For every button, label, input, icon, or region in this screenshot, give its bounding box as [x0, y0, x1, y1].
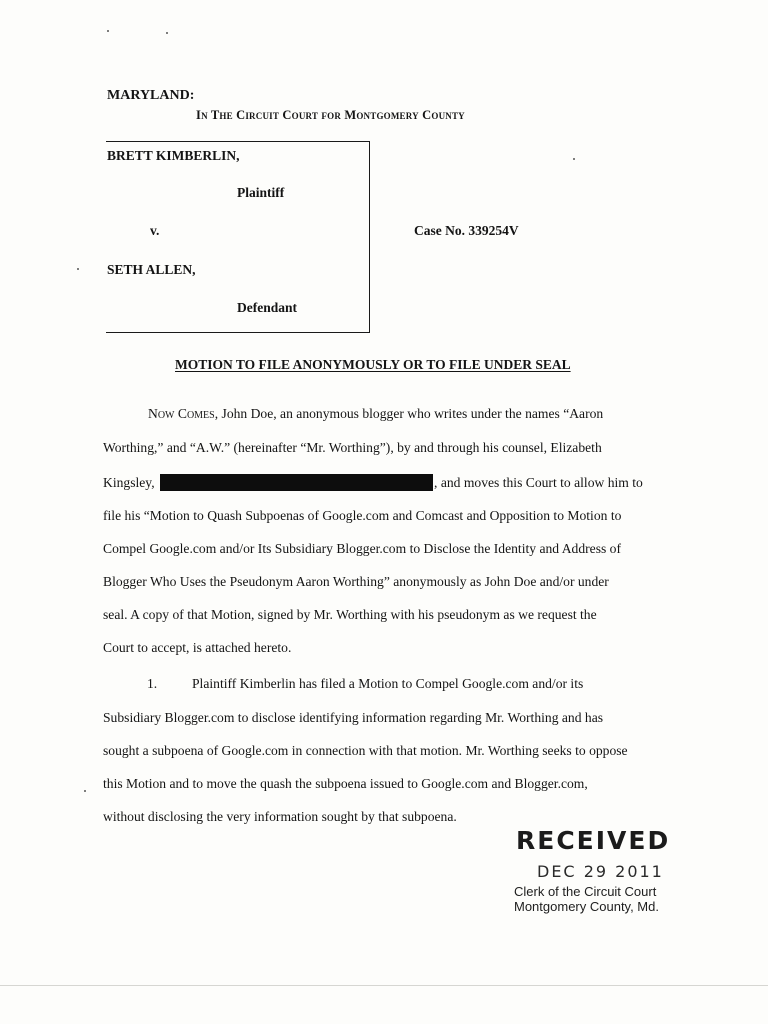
intro-line-3: [103, 474, 643, 491]
paragraph1-line-1: Plaintiff Kimberlin has filed a Motion to Compel Google.com and/or its: [192, 676, 584, 691]
intro-line-8: Court to accept, is attached hereto.: [103, 640, 292, 655]
paragraph1-line-3: sought a subpoena of Google.com in connection with that motion. Mr. Worthing seeks to oppose: [103, 743, 628, 758]
paragraph1-line-2: Subsidiary Blogger.com to disclose identifying information regarding Mr. Worthing and has: [103, 710, 604, 725]
scan-speck: [77, 268, 79, 270]
plaintiff-name: BRETT KIMBERLIN,: [107, 148, 240, 163]
paragraph1-line-4: this Motion and to move the quash the subpoena issued to Google.com and Blogger.com,: [103, 776, 588, 791]
defendant-role: Defendant: [237, 300, 297, 315]
received-date: DEC 29 2011: [537, 862, 664, 881]
case-number: Case No. 339254V: [414, 223, 519, 238]
received-stamp: RECEIVED: [516, 826, 671, 855]
scan-speck: [166, 32, 168, 34]
now-comes-text: Now Comes: [148, 406, 215, 421]
plaintiff-role: Plaintiff: [237, 185, 285, 200]
scan-speck: [573, 158, 575, 160]
clerk-stamp: [514, 884, 659, 914]
intro-line-3-start: Kingsley,: [103, 475, 155, 490]
state-heading: MARYLAND:: [107, 88, 195, 103]
scan-speck: [107, 30, 109, 32]
page-edge-line: [0, 985, 768, 986]
court-heading: In The Circuit Court for Montgomery County: [196, 108, 465, 122]
intro-line-3-end: , and moves this Court to allow him to: [434, 475, 643, 490]
paragraph-number: 1.: [147, 676, 158, 691]
intro-line-5: Compel Google.com and/or Its Subsidiary Blogger.com to Disclose the Identity and Address of: [103, 541, 621, 556]
scan-speck: [84, 790, 86, 792]
redaction-bar: [160, 474, 433, 491]
clerk-line-1: Clerk of the Circuit Court: [514, 884, 657, 899]
paragraph1-line-5: without disclosing the very information sought by that subpoena.: [103, 809, 457, 824]
intro-line-2: Worthing,” and “A.W.” (hereinafter “Mr. Worthing”), by and through his counsel, Elizabeth: [103, 440, 602, 455]
clerk-line-2: Montgomery County, Md.: [514, 899, 659, 914]
intro-line-7: seal. A copy of that Motion, signed by Mr. Worthing with his pseudonym as we request the: [103, 607, 597, 622]
intro-line-1: [148, 406, 603, 422]
intro-line-1-rest: , John Doe, an anonymous blogger who writes under the names “Aaron: [214, 406, 604, 421]
versus: v.: [150, 223, 160, 238]
intro-line-6: Blogger Who Uses the Pseudonym Aaron Worthing” anonymously as John Doe and/or under: [103, 574, 609, 589]
motion-title: MOTION TO FILE ANONYMOUSLY OR TO FILE UNDER SEAL: [175, 357, 571, 372]
intro-line-4: file his “Motion to Quash Subpoenas of Google.com and Comcast and Opposition to Motion to: [103, 508, 622, 523]
defendant-name: SETH ALLEN,: [107, 262, 196, 277]
